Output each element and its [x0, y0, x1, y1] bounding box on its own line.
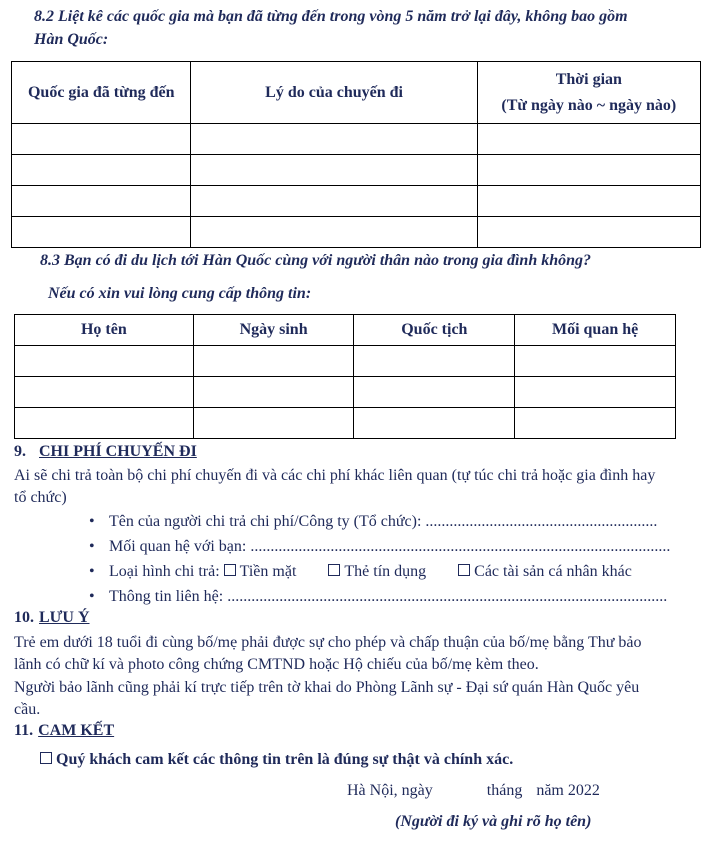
header-dob: Ngày sinh — [193, 315, 354, 346]
table-cell[interactable] — [15, 377, 194, 408]
table-row — [12, 217, 701, 248]
table-cell[interactable] — [515, 377, 676, 408]
table-cell[interactable] — [477, 155, 700, 186]
header-time — [477, 62, 700, 124]
relation-field[interactable]: Mối quan hệ với bạn: ......................................................................................................... — [109, 538, 671, 555]
header-nationality: Quốc tịch — [354, 315, 515, 346]
table-cell[interactable] — [191, 155, 477, 186]
countries-visited-table — [11, 61, 701, 248]
section-10-line4: cầu. — [14, 701, 41, 718]
table-row — [15, 346, 676, 377]
section-8-3-question: 8.3 Bạn có đi du lịch tới Hàn Quốc cùng với người thân nào trong gia đình không? — [40, 252, 592, 269]
table-cell[interactable] — [191, 186, 477, 217]
bullet: • — [89, 538, 95, 555]
option-card-label: Thẻ tín dụng — [344, 563, 427, 580]
header-time-line2: (Từ ngày nào ~ ngày nào) — [501, 96, 677, 114]
table-cell[interactable] — [12, 186, 191, 217]
table-row — [12, 155, 701, 186]
section-9-desc-line2: tổ chức) — [14, 489, 67, 506]
header-country: Quốc gia đã từng đến — [12, 62, 191, 124]
table-cell[interactable] — [191, 217, 477, 248]
checkbox-cash[interactable] — [224, 564, 236, 576]
table-header-row — [12, 62, 701, 124]
option-cash-label: Tiền mặt — [239, 563, 297, 580]
table-cell[interactable] — [515, 346, 676, 377]
table-cell[interactable] — [12, 155, 191, 186]
commitment-text: Quý khách cam kết các thông tin trên là đúng sự thật và chính xác. — [56, 751, 514, 768]
signature-note: (Người đi ký và ghi rõ họ tên) — [395, 813, 592, 830]
month-label: tháng — [486, 782, 523, 799]
table-row — [12, 124, 701, 155]
header-time-line1: Thời gian — [555, 70, 622, 88]
section-8-2-title-line2: Hàn Quốc: — [34, 31, 109, 48]
table-row — [15, 377, 676, 408]
bullet: • — [89, 588, 95, 605]
payer-field[interactable]: Tên của người chi trả chi phí/Công ty (Tổ chức): .......................................................... — [109, 513, 658, 530]
table-cell[interactable] — [354, 377, 515, 408]
table-row — [15, 408, 676, 439]
section-10-title: LƯU Ý — [39, 609, 90, 626]
table-header-row — [15, 315, 676, 346]
table-cell[interactable] — [193, 377, 354, 408]
table-cell[interactable] — [477, 217, 700, 248]
checkbox-credit-card[interactable] — [328, 564, 340, 576]
section-9-title: CHI PHÍ CHUYẾN ĐI — [39, 443, 197, 460]
section-11-number: 11. — [14, 722, 34, 739]
section-10-line2: lãnh có chữ kí và photo công chứng CMTND hoặc Hộ chiếu của bố/mẹ kèm theo. — [14, 656, 539, 673]
table-cell[interactable] — [191, 124, 477, 155]
place-date: Hà Nội, ngày — [347, 782, 433, 799]
table-cell[interactable] — [515, 408, 676, 439]
table-cell[interactable] — [354, 346, 515, 377]
header-name: Họ tên — [15, 315, 194, 346]
table-cell[interactable] — [15, 408, 194, 439]
signature-date — [347, 782, 600, 800]
table-row — [12, 186, 701, 217]
section-10-line1: Trẻ em dưới 18 tuổi đi cùng bố/mẹ phải được sự cho phép và chấp thuận của bố/mẹ bằng Thư bảo — [14, 634, 642, 651]
table-cell[interactable] — [477, 186, 700, 217]
commitment-row — [40, 751, 513, 769]
section-11-heading — [14, 722, 114, 740]
section-8-2-title-line1: 8.2 Liệt kê các quốc gia mà bạn đã từng đến trong vòng 5 năm trở lại đây, không bao gồm — [34, 8, 628, 25]
table-cell[interactable] — [12, 217, 191, 248]
payment-type-label: Loại hình chi trả: — [109, 563, 220, 580]
payment-type — [109, 563, 632, 581]
section-10-heading — [14, 609, 90, 627]
section-10-line3: Người bảo lãnh cũng phải kí trực tiếp trên tờ khai do Phòng Lãnh sự - Đại sứ quán Hàn Quốc yêu — [14, 679, 640, 696]
bullet: • — [89, 563, 95, 580]
checkbox-personal-assets[interactable] — [458, 564, 470, 576]
option-assets-label: Các tài sản cá nhân khác — [474, 563, 632, 580]
section-9-number: 9. — [14, 443, 26, 460]
contact-field[interactable]: Thông tin liên hệ: .............................................................................................................. — [109, 588, 668, 605]
table-cell[interactable] — [477, 124, 700, 155]
table-cell[interactable] — [193, 346, 354, 377]
table-cell[interactable] — [354, 408, 515, 439]
table-cell[interactable] — [12, 124, 191, 155]
section-10-number: 10. — [14, 609, 34, 626]
section-8-3-subtitle: Nếu có xin vui lòng cung cấp thông tin: — [48, 285, 312, 302]
year-label: năm 2022 — [536, 782, 600, 799]
header-reason: Lý do của chuyến đi — [191, 62, 477, 124]
bullet: • — [89, 513, 95, 530]
section-9-heading — [14, 443, 197, 461]
table-cell[interactable] — [193, 408, 354, 439]
commitment-checkbox[interactable] — [40, 752, 52, 764]
section-11-title: CAM KẾT — [38, 722, 115, 739]
header-relation: Mối quan hệ — [515, 315, 676, 346]
section-9-desc-line1: Ai sẽ chi trả toàn bộ chi phí chuyến đi và các chi phí khác liên quan (tự túc chi trả hoặc gia đình hay — [14, 467, 656, 484]
table-cell[interactable] — [15, 346, 194, 377]
family-members-table — [14, 314, 676, 439]
